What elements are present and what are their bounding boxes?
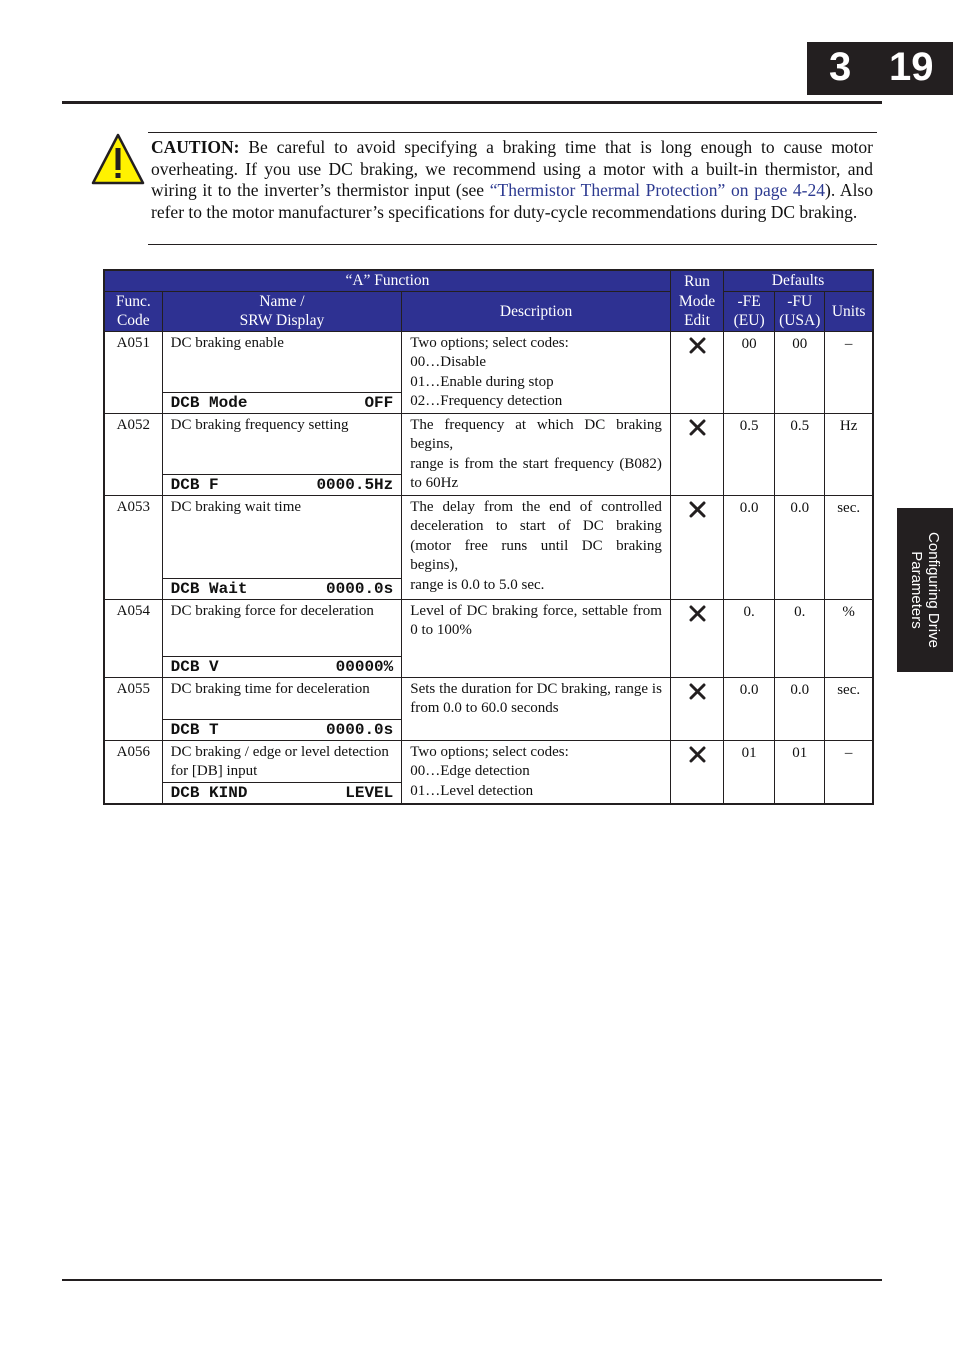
caution-paragraph <box>151 137 873 223</box>
default-fu: 01 <box>775 740 825 804</box>
units: Hz <box>825 413 873 495</box>
table-row <box>104 740 873 804</box>
caution-box <box>148 132 877 245</box>
func-code: A056 <box>104 740 162 804</box>
name-cell <box>162 331 402 413</box>
a-function-table <box>103 269 874 805</box>
func-code-header: Func. Code <box>104 291 162 331</box>
default-fe: 0.0 <box>724 495 775 599</box>
units: – <box>825 740 873 804</box>
a-function-group-header: “A” Function <box>104 270 670 291</box>
func-code: A052 <box>104 413 162 495</box>
units: – <box>825 331 873 413</box>
fe-eu-header: -FE (EU) <box>724 291 775 331</box>
table-row <box>104 413 873 495</box>
param-name: DC braking enable <box>170 334 284 351</box>
page-number-tab <box>807 42 953 95</box>
param-name: DC braking / edge or level detection for [DB] input <box>170 743 389 779</box>
func-code: A053 <box>104 495 162 599</box>
name-cell <box>162 495 402 599</box>
section-label: Configuring Drive Parameters <box>908 532 942 648</box>
run-mode-cell <box>670 413 723 495</box>
run-header-line-1: Run <box>670 270 723 291</box>
default-fu: 0.5 <box>775 413 825 495</box>
default-fe: 0. <box>724 599 775 677</box>
chapter-number: 3 <box>829 45 852 89</box>
table-row <box>104 599 873 677</box>
table-row <box>104 677 873 740</box>
x-mark-icon <box>689 419 706 436</box>
fu-usa-header: -FU (USA) <box>775 291 825 331</box>
page-number: 19 <box>889 45 934 89</box>
name-cell <box>162 599 402 677</box>
description-cell: Level of DC braking force, settable from 0 to 100% <box>402 599 671 677</box>
run-mode-cell <box>670 677 723 740</box>
x-mark-icon <box>689 683 706 700</box>
caution-text-1: Be careful to avoid specifying a braking time that is long enough to cause motor overheating. If you use DC braking, we recommend using a motor with a built-in thermistor, and wiring it to the inverter’s thermistor input (see <box>151 137 873 200</box>
description-header: Description <box>402 291 671 331</box>
default-fe: 01 <box>724 740 775 804</box>
description-cell: Two options; select codes: 00…Edge detection 01…Level detection <box>402 740 671 804</box>
default-fu: 0.0 <box>775 677 825 740</box>
param-name: DC braking frequency setting <box>170 416 349 433</box>
run-mode-cell <box>670 740 723 804</box>
srw-display: DCB T 0000.0s <box>163 719 402 740</box>
run-mode-cell <box>670 599 723 677</box>
units-header: Units <box>825 291 873 331</box>
description-cell: Two options; select codes: 00…Disable 01…Enable during stop 02…Frequency detection <box>402 331 671 413</box>
caution-title: CAUTION: <box>151 137 240 157</box>
defaults-group-header: Defaults <box>724 270 873 291</box>
name-srw-header: Name / SRW Display <box>162 291 402 331</box>
srw-display: DCB KIND LEVEL <box>163 782 402 803</box>
caution-text-2: ). Also refer to the motor manufacturer’s specifications for duty-cycle recommendations during DC braking. <box>151 180 873 222</box>
warning-triangle-icon <box>91 133 145 185</box>
run-mode-edit-header: Mode Edit <box>670 291 723 331</box>
default-fu: 00 <box>775 331 825 413</box>
table-row <box>104 331 873 413</box>
x-mark-icon <box>689 746 706 763</box>
run-mode-cell <box>670 495 723 599</box>
section-side-tab <box>897 508 953 672</box>
units: sec. <box>825 495 873 599</box>
func-code: A051 <box>104 331 162 413</box>
srw-display: DCB Mode OFF <box>163 392 402 413</box>
description-cell: The frequency at which DC braking begins, range is from the start frequency (B082) to 60Hz <box>402 413 671 495</box>
name-cell <box>162 413 402 495</box>
func-code: A055 <box>104 677 162 740</box>
default-fe: 00 <box>724 331 775 413</box>
x-mark-icon <box>689 605 706 622</box>
default-fe: 0.5 <box>724 413 775 495</box>
units: % <box>825 599 873 677</box>
caution-link[interactable]: “Thermistor Thermal Protection” on page 4-24 <box>489 180 825 200</box>
x-mark-icon <box>689 337 706 354</box>
func-code: A054 <box>104 599 162 677</box>
x-mark-icon <box>689 501 706 518</box>
header-rule <box>62 101 882 104</box>
param-name: DC braking force for deceleration <box>170 602 374 619</box>
param-name: DC braking wait time <box>170 498 302 515</box>
table-row <box>104 495 873 599</box>
srw-display: DCB V 00000% <box>163 656 402 677</box>
name-cell <box>162 677 402 740</box>
units: sec. <box>825 677 873 740</box>
default-fu: 0.0 <box>775 495 825 599</box>
run-mode-cell <box>670 331 723 413</box>
description-cell: Sets the duration for DC braking, range is from 0.0 to 60.0 seconds <box>402 677 671 740</box>
param-name: DC braking time for deceleration <box>170 680 370 697</box>
description-cell: The delay from the end of controlled deceleration to start of DC braking (motor free runs until DC braking begins), range is 0.0 to 5.0 sec. <box>402 495 671 599</box>
default-fu: 0. <box>775 599 825 677</box>
default-fe: 0.0 <box>724 677 775 740</box>
footer-rule <box>62 1279 882 1281</box>
name-cell <box>162 740 402 804</box>
srw-display: DCB F 0000.5Hz <box>163 474 402 495</box>
srw-display: DCB Wait 0000.0s <box>163 578 402 599</box>
